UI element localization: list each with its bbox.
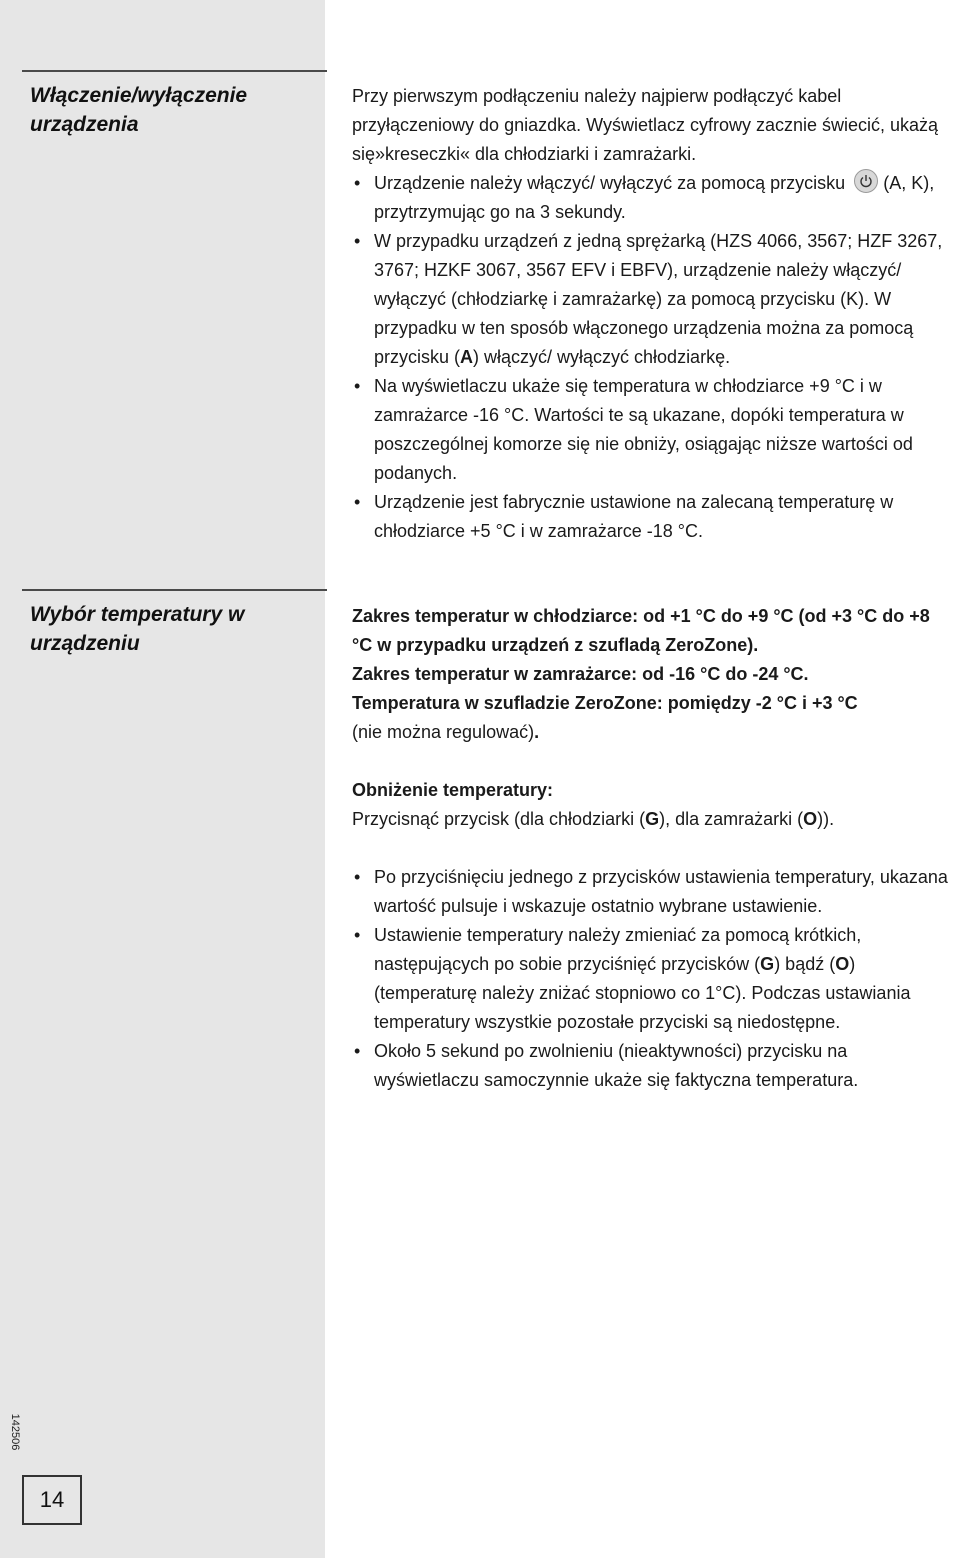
key-label: G: [760, 954, 775, 974]
power-intro: Przy pierwszym podłączeniu należy najpierw podłączyć kabel przyłączeniowy do gniazdka. Wyświetlacz cyfrowy zacznie świecić, ukażą się»kreseczki« dla chłodziarki i zamrażarki.: [352, 86, 939, 164]
instruction-text: ), dla zamrażarki (: [659, 809, 804, 829]
key-label: G: [645, 809, 660, 829]
bullet-text: W przypadku urządzeń z jedną sprężarką (HZS 4066, 3567; HZF 3267, 3767; HZKF 3067, 3567 EFV i EBFV), urządzenie należy włączyć/ wyłączyć (chłodziarkę i zamrażarkę) za pomocą przycisku (K). W przypadku w ten sposób włączonego urządzenia można za pomocą przycisku (: [374, 231, 943, 367]
bullet-text: Ustawienie temperatury należy zmieniać za pomocą krótkich, następujących po sobie przyciśnięć przycisków (: [374, 925, 862, 974]
list-item: • Około 5 sekund po zwolnieniu (nieaktywności) przycisku na wyświetlaczu samoczynnie ukaże się faktyczna temperatura.: [352, 1037, 952, 1095]
lower-temp-heading: Obniżenie temperatury:: [352, 780, 554, 800]
section-title-temperature: Wybór temperatury w urządzeniu: [30, 603, 245, 655]
zerozone-text: Temperatura w szufladzie ZeroZone: pomiędzy -2 °C i +3 °C: [352, 693, 858, 713]
bullet-text: (A, K), przytrzymując go na 3 sekundy.: [374, 173, 935, 222]
list-item: [352, 921, 952, 1037]
section-body-power: [352, 82, 952, 546]
bullet-text: Urządzenie należy włączyć/ wyłączyć za pomocą przycisku: [374, 173, 846, 193]
power-icon: [854, 169, 878, 193]
list-item: • Urządzenie jest fabrycznie ustawione na zalecaną temperaturę w chłodziarce +5 °C i w zamrażarce -18 °C.: [352, 488, 952, 546]
bullet-text: ) bądź (: [774, 954, 836, 974]
list-item: • Na wyświetlaczu ukaże się temperatura w chłodziarce +9 °C i w zamrażarce -16 °C. Wartości te są ukazane, dopóki temperatura w poszczególnej komorze się nie obniży, osiągając niższe wartości od podanych.: [352, 372, 952, 488]
lower-temp-instruction: [352, 805, 952, 834]
list-item: • Po przyciśnięciu jednego z przycisków ustawienia temperatury, ukazana wartość pulsuje i wskazuje ostatnio wybrane ustawienie.: [352, 863, 952, 921]
spacer: [352, 834, 952, 863]
document-code: 142506: [9, 1413, 21, 1451]
temperature-bullets: [352, 863, 952, 1095]
key-label: O: [835, 954, 850, 974]
power-bullets: [352, 169, 952, 546]
bullet-text: ) (temperaturę należy zniżać stopniowo co 1°C). Podczas ustawiania temperatury wszystkie pozostałe przyciski są niedostępne.: [374, 954, 911, 1032]
fridge-range: Zakres temperatur w chłodziarce: od +1 °C do +9 °C (od +3 °C do +8 °C w przypadku urządzeń z szufladą ZeroZone).: [352, 606, 930, 655]
section-divider: [22, 70, 327, 72]
key-label: A: [460, 347, 474, 367]
page-number: 14: [22, 1475, 82, 1525]
sidebar: [0, 0, 325, 1558]
section-title-power: Włączenie/wyłączenie urządzenia: [30, 84, 248, 136]
section-divider: [22, 589, 327, 591]
section-body-temperature: [352, 602, 952, 1095]
zerozone-end: .: [534, 722, 540, 742]
key-label: O: [803, 809, 818, 829]
zerozone-range: [352, 689, 952, 747]
list-item: [352, 227, 952, 372]
freezer-range: Zakres temperatur w zamrażarce: od -16 °C do -24 °C.: [352, 664, 809, 684]
list-item: [352, 169, 952, 227]
instruction-text: Przycisnąć przycisk (dla chłodziarki (: [352, 809, 646, 829]
zerozone-note: (nie można regulować): [352, 722, 535, 742]
spacer: [352, 747, 952, 776]
instruction-text: )).: [817, 809, 835, 829]
bullet-text: ) włączyć/ wyłączyć chłodziarkę.: [473, 347, 731, 367]
